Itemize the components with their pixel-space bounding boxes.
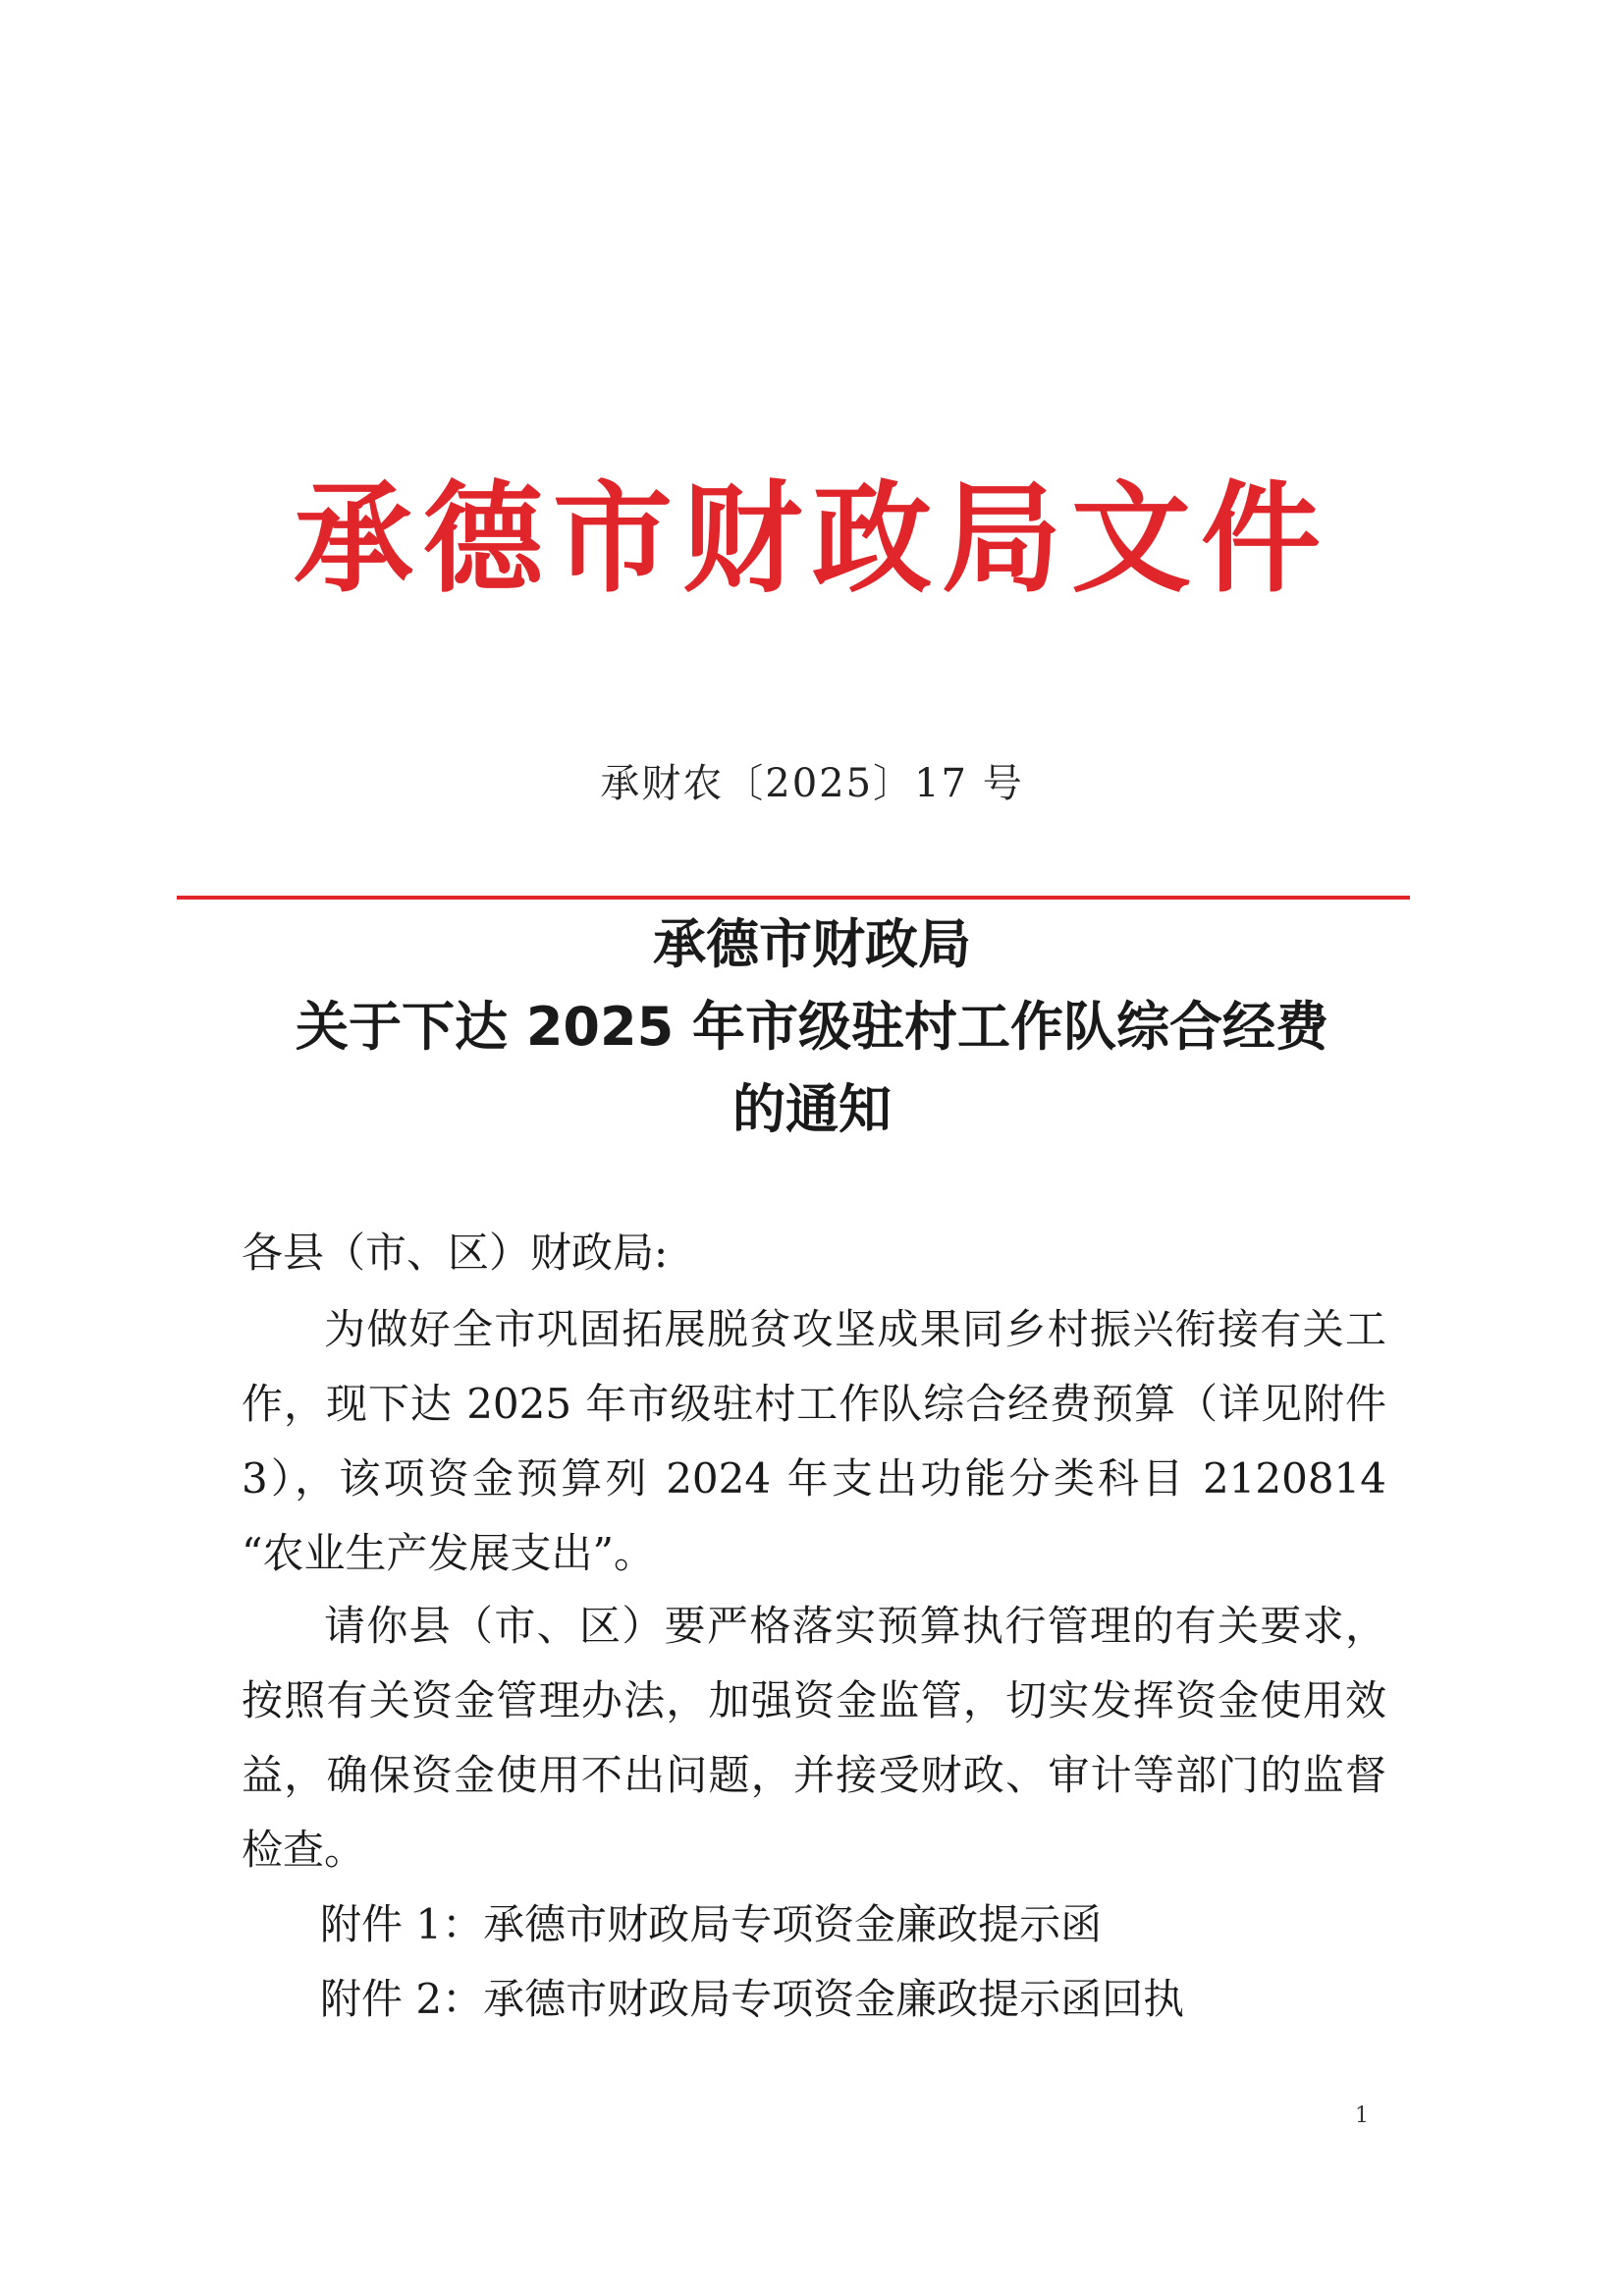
title-line-1: 承德市财政局 — [653, 913, 971, 975]
document-number: 承财农〔2025〕17 号 — [600, 761, 1024, 806]
salutation: 各县（市、区）财政局: — [242, 1229, 669, 1277]
notice-title — [0, 903, 1624, 1151]
page-number: 1 — [1355, 2104, 1369, 2128]
body-paragraph-2 — [242, 1589, 1386, 1887]
body-paragraph-1 — [242, 1292, 1386, 1591]
attachment-2: 附件 2：承德市财政局专项资金廉政提示函回执 — [320, 1975, 1185, 2023]
paragraph-2-text: 请你县（市、区）要严格落实预算执行管理的有关要求，按照有关资金管理办法，加强资金监管，切实发挥资金使用效益，确保资金使用不出问题，并接受财政、审计等部门的监督检查。 — [242, 1602, 1386, 1874]
red-divider-line — [177, 896, 1410, 900]
masthead-title: 承德市财政局文件 — [294, 467, 1330, 609]
title-line-2: 关于下达 2025 年市级驻村工作队综合经费 — [296, 996, 1328, 1058]
title-line-3: 的通知 — [732, 1078, 892, 1140]
attachment-1: 附件 1：承德市财政局专项资金廉政提示函 — [320, 1900, 1103, 1948]
paragraph-1-text: 为做好全市巩固拓展脱贫攻坚成果同乡村振兴衔接有关工作，现下达 2025 年市级驻村工作队综合经费预算（详见附件 3），该项资金预算列 2024 年支出功能分类科目 2120814 “农业生产发展支出”。 — [242, 1305, 1386, 1577]
